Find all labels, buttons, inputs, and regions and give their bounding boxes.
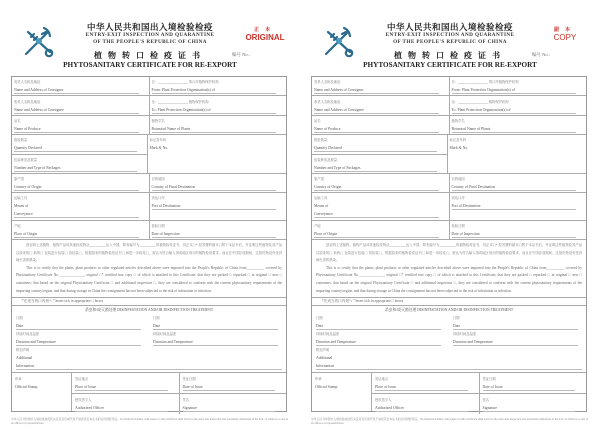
- stamp-label-en: COPY: [553, 33, 577, 42]
- date-issue-label-en: Date of Issue: [183, 383, 276, 391]
- certificate-header: [0, 0, 300, 68]
- certificate-title-en: PHYTOSANITARY CERTIFICATE FOR RE-EXPORT: [63, 61, 237, 69]
- date-issue-field[interactable]: [179, 373, 287, 393]
- origin-country-field[interactable]: [312, 174, 449, 192]
- duration-label-cn: 持续时间及温度: [16, 332, 40, 337]
- port-label-en: Port of Destination: [152, 202, 277, 210]
- treat-date2-field[interactable]: Date: [453, 322, 578, 330]
- officer-label-cn: 授权签字人: [375, 398, 392, 403]
- botanical-name-field[interactable]: [149, 116, 287, 134]
- treat-date-field[interactable]: Date: [16, 322, 141, 330]
- destination-country-field[interactable]: [449, 174, 587, 192]
- consignor-field[interactable]: [12, 77, 149, 95]
- inspection-date-label-en: Date of Inspection: [152, 230, 277, 238]
- officer-label-en: Authorized Officer: [375, 404, 468, 412]
- origin-country-label-en: Country of Origin: [14, 183, 139, 191]
- signature-field[interactable]: [479, 394, 587, 414]
- conveyance-label-cn: 运输工具: [314, 196, 328, 201]
- treat-date2-label-cn: 日期: [453, 316, 460, 321]
- produce-field[interactable]: [312, 116, 449, 134]
- conveyance-label-cn: 运输工具: [14, 196, 28, 201]
- consignee-field[interactable]: [312, 96, 449, 114]
- date-issue-label-cn: 签证日期: [482, 377, 496, 382]
- dest-country-label-cn: 目的地国: [451, 177, 465, 182]
- official-stamp-field: [312, 373, 372, 411]
- stamp-label-en: Official Stamp: [15, 385, 38, 390]
- signature-label-cn: 签名: [482, 398, 490, 403]
- officer-label-en: Authorized Officer: [75, 404, 168, 412]
- conveyance-field[interactable]: [12, 193, 149, 219]
- place-issue-field[interactable]: [372, 373, 479, 393]
- duration2-label-cn: 持续时间及温度: [453, 332, 477, 337]
- form-row-consignee: [312, 96, 586, 115]
- quantity-label-cn: 报检数量: [314, 138, 328, 143]
- additional-label-en2: Information: [16, 362, 282, 370]
- treat-date-label-cn: 日期: [16, 316, 23, 321]
- authorized-officer-field[interactable]: [372, 394, 479, 414]
- form-row-produce: [312, 116, 586, 135]
- botanical-name-field[interactable]: [449, 116, 587, 134]
- certificate-title-cn: 植物转口检疫证书: [394, 51, 506, 60]
- treatment-row: [312, 314, 586, 346]
- stamp-label-cn: 副本: [553, 27, 576, 33]
- mark-label-en: Mark & No.: [149, 146, 169, 151]
- org-name-cn: 中华人民共和国出入境检验检疫: [386, 23, 513, 33]
- stamp-label-en: ORIGINAL: [245, 33, 285, 42]
- treatment-header: 杀虫和/或灭菌处理 DISINFESTATION AND/OR DISINFECTION TREATMENT: [384, 307, 514, 312]
- quantity-label-cn: 报检数量: [14, 138, 28, 143]
- quantity-packages-column: [12, 135, 147, 173]
- org-name-en-line2: OF THE PEOPLE'S REPUBLIC OF CHINA: [93, 39, 207, 45]
- treatment-header: 杀虫和/或灭菌处理 DISINFESTATION AND/OR DISINFECTION TREATMENT: [84, 307, 214, 312]
- copy-stamp: [540, 26, 590, 42]
- quantity-field[interactable]: [12, 135, 147, 154]
- duration2-field[interactable]: Duration and Temperature: [153, 338, 278, 346]
- form-row-country: [312, 174, 586, 193]
- inspection-date-field[interactable]: [449, 221, 587, 239]
- from-label-en: From: Plant Protection Organization(s) of: [452, 86, 577, 94]
- certificate-title-en: PHYTOSANITARY CERTIFICATE FOR RE-EXPORT: [363, 61, 537, 69]
- officer-row: [372, 393, 586, 414]
- liability-footer: 中华人民共和国出入境检验检疫机关及其官员或代表不承担签发本证书的任何财经责任。No financial liability with respect to this certificate shall attach to the entry-exit inspection and quarantine authorities of the P. R. of China or to any of its officers or representatives.: [311, 418, 589, 425]
- produce-label-en: Name of Produce: [314, 125, 439, 133]
- stamp-label-cn: 印章: [15, 377, 22, 382]
- dest-country-label-cn: 目的地国: [151, 177, 165, 182]
- original-stamp: [240, 26, 290, 42]
- treatment-right-column: [449, 314, 586, 346]
- consignor-label-cn: 发货人名称及地址: [314, 80, 341, 85]
- inspection-date-label-cn: 检验日期: [451, 223, 465, 228]
- conveyance-label-en2: Conveyance: [14, 210, 139, 218]
- treat-date2-label-cn: 日期: [153, 316, 160, 321]
- form-row-conveyance: [312, 193, 586, 220]
- produce-label-cn: 品名: [314, 118, 321, 123]
- from-label-cn: 自：__________________ 的口岸植物保护机构: [151, 80, 219, 85]
- treat-date-field[interactable]: Date: [316, 322, 441, 330]
- consignor-label-en: Name and Address of Consignor: [314, 86, 439, 94]
- mark-label-en: Mark & No.: [449, 146, 469, 151]
- form-row-consignee: [12, 96, 286, 115]
- packages-label-en: Number and Type of Packages: [314, 164, 437, 172]
- botanical-label-en: Botanical Name of Plants: [452, 125, 577, 133]
- quantity-packages-column: [312, 135, 447, 173]
- consignee-label-en: Name and Address of Consignee: [14, 106, 139, 114]
- consignee-label-cn: 收货人名称及地址: [14, 99, 41, 104]
- additional-label-en1: Additional: [16, 356, 33, 361]
- duration2-label-cn: 持续时间及温度: [153, 332, 177, 337]
- treat-date2-field[interactable]: Date: [153, 322, 278, 330]
- form-row-place: [312, 221, 586, 240]
- mark-label-cn: 标记及号码: [149, 138, 166, 143]
- certificate-copy: [300, 0, 600, 432]
- authorized-officer-field[interactable]: [72, 394, 179, 414]
- conveyance-label-en1: Means of: [14, 204, 29, 209]
- tick-note: *在适当的口内划“✓” Insert tick in appropriate □ boxes: [312, 298, 586, 306]
- to-label-en: To: Plant Protection Organization(s) of: [152, 106, 277, 114]
- from-ppo-field[interactable]: [149, 77, 287, 95]
- additional-info-field[interactable]: [12, 346, 286, 373]
- org-name-en-line1: ENTRY-EXIT INSPECTION AND QUARANTINE: [385, 32, 515, 38]
- mark-label-cn: 标记及号码: [449, 138, 466, 143]
- port-destination-field[interactable]: [149, 193, 287, 219]
- port-destination-field[interactable]: [449, 193, 587, 219]
- port-label-cn: 到达口岸: [451, 196, 465, 201]
- stamp-label-cn: 印章: [315, 377, 322, 382]
- botanical-label-cn: 植物学名: [151, 118, 165, 123]
- org-name-en-line2: OF THE PEOPLE'S REPUBLIC OF CHINA: [393, 39, 507, 45]
- place-origin-label-en: Place of Origin: [14, 230, 139, 238]
- form-row-consignor: [312, 77, 586, 96]
- botanical-label-en: Botanical Name of Plants: [152, 125, 277, 133]
- date-issue-field[interactable]: [479, 373, 587, 393]
- org-name-en-line1: ENTRY-EXIT INSPECTION AND QUARANTINE: [85, 32, 215, 38]
- consignor-field[interactable]: [312, 77, 449, 95]
- org-name-cn: 中华人民共和国出入境检验检疫: [86, 23, 213, 33]
- liability-footer: 中华人民共和国出入境检验检疫机关及其官员或代表不承担签发本证书的任何财经责任。No financial liability with respect to this certificate shall attach to the entry-exit inspection and quarantine authorities of the P. R. of China or to any of its officers or representatives.: [11, 418, 289, 425]
- packages-label-cn: 包装种类及数量: [14, 157, 38, 162]
- issue-grid: [372, 373, 586, 411]
- form-row-consignor: [12, 77, 286, 96]
- inspection-date-label-en: Date of Inspection: [452, 230, 577, 238]
- stamp-label-en: Official Stamp: [315, 385, 338, 390]
- additional-label-cn: 附加声明: [16, 348, 30, 353]
- inspection-date-label-cn: 检验日期: [151, 223, 165, 228]
- treat-date-label-cn: 日期: [316, 316, 323, 321]
- produce-field[interactable]: [12, 116, 149, 134]
- place-origin-label-cn: 产地: [314, 223, 321, 228]
- quantity-label-en: Quantity Declared: [14, 144, 137, 152]
- packages-field[interactable]: [312, 155, 447, 173]
- to-ppo-field[interactable]: [149, 96, 287, 114]
- conveyance-field[interactable]: [312, 193, 449, 219]
- serial-number-label: 编号 No.:: [532, 52, 550, 57]
- issue-row: [372, 373, 586, 393]
- declaration-text: [312, 240, 586, 298]
- duration-field[interactable]: Duration and Temperature: [316, 338, 441, 346]
- form-row-quantity: [12, 135, 286, 174]
- to-label-cn: 至：__________________ 植物保护机构: [451, 99, 509, 104]
- consignor-label-en: Name and Address of Consignor: [14, 86, 139, 94]
- produce-label-cn: 品名: [14, 118, 21, 123]
- place-origin-field[interactable]: [12, 221, 149, 239]
- form-row-place: [12, 221, 286, 240]
- place-issue-label-cn: 签证地点: [75, 377, 89, 382]
- conveyance-label-en2: Conveyance: [314, 210, 439, 218]
- serial-number-label: 编号 No.:: [232, 52, 250, 57]
- stamp-label-cn: 正本: [253, 27, 276, 33]
- declaration-cn: 兹证明上述植物、植物产品或其他检疫物从__________运入中国，附有编号为__________的植物检疫证书，其正本□* 经签署的副本□附于本证书后，并证明这些植物及其产品以原来的□ 新的□ 包装进行包装□ 再包装□，根据原来的植物检疫证书□ 和进一步检疫□，被认为符合输入国或地区现行的植物检疫要求，而且在中国存放期间，这批货物没有受到病虫害的感染。: [316, 243, 582, 263]
- duration-label-cn: 持续时间及温度: [316, 332, 340, 337]
- consignee-label-en: Name and Address of Consignee: [314, 106, 439, 114]
- mark-field[interactable]: [447, 135, 587, 173]
- declaration-text: [12, 240, 286, 298]
- packages-label-cn: 包装种类及数量: [314, 157, 338, 162]
- tick-note: *在适当的口内划“✓” Insert tick in appropriate □ boxes: [12, 298, 286, 306]
- signature-label-cn: 签名: [182, 398, 190, 403]
- certificate-form: [11, 76, 287, 412]
- date-issue-label-en: Date of Issue: [483, 383, 576, 391]
- from-label-cn: 自：__________________ 的口岸植物保护机构: [451, 80, 519, 85]
- additional-info-field[interactable]: [312, 346, 586, 373]
- dest-country-label-en: Country of Final Destination: [152, 183, 277, 191]
- conveyance-label-en1: Means of: [314, 204, 329, 209]
- port-label-en: Port of Destination: [452, 202, 577, 210]
- packages-field[interactable]: [12, 155, 147, 173]
- declaration-en: This is to certify that the plants, plant products or other regulated articles described above were imported into the People's Republic of China from__________ covered by Phytosanitary Certificate No.______________, original □* certified true copy □ of which is attached to this Certificate; that they are packed □ repacked □ in original □ new □ containers; that based on the original Phytosanitary Certificate □ and additional inspection □, they are considered to conform with the current phytosanitary requirements of the importing country/region, and that during storage in China the consignment has not been subjected to the risk of infestation or infection.: [316, 265, 582, 293]
- certificate-form: [311, 76, 587, 412]
- from-ppo-field[interactable]: [449, 77, 587, 95]
- botanical-label-cn: 植物学名: [451, 118, 465, 123]
- signature-field[interactable]: [179, 394, 287, 414]
- duration2-field[interactable]: Duration and Temperature: [453, 338, 578, 346]
- official-stamp-field: [12, 373, 72, 411]
- origin-country-label-cn: 原产国: [14, 177, 24, 182]
- consignor-label-cn: 发货人名称及地址: [14, 80, 41, 85]
- additional-label-en1: Additional: [316, 356, 333, 361]
- treatment-right-column: [149, 314, 286, 346]
- place-issue-field[interactable]: [72, 373, 179, 393]
- consignee-field[interactable]: [12, 96, 149, 114]
- signature-block: [312, 373, 586, 411]
- form-row-quantity: [312, 135, 586, 174]
- place-origin-label-cn: 产地: [14, 223, 21, 228]
- mark-field[interactable]: [147, 135, 287, 173]
- place-origin-label-en: Place of Origin: [314, 230, 439, 238]
- signature-label-en: Signature: [183, 404, 276, 412]
- inspection-date-field[interactable]: [149, 221, 287, 239]
- packages-label-en: Number and Type of Packages: [14, 164, 137, 172]
- to-ppo-field[interactable]: [449, 96, 587, 114]
- duration-field[interactable]: Duration and Temperature: [16, 338, 141, 346]
- form-row-country: [12, 174, 286, 193]
- place-origin-field[interactable]: [312, 221, 449, 239]
- quantity-field[interactable]: [312, 135, 447, 154]
- treatment-left-column: [12, 314, 149, 346]
- origin-country-label-cn: 原产国: [314, 177, 324, 182]
- date-issue-label-cn: 签证日期: [182, 377, 196, 382]
- produce-label-en: Name of Produce: [14, 125, 139, 133]
- port-label-cn: 到达口岸: [151, 196, 165, 201]
- place-issue-label-cn: 签证地点: [375, 377, 389, 382]
- place-issue-label-en: Place of Issue: [375, 383, 468, 391]
- declaration-en: This is to certify that the plants, plant products or other regulated articles described above were imported into the People's Republic of China from__________ covered by Phytosanitary Certificate No.______________, original □* certified true copy □ of which is attached to this Certificate; that they are packed □ repacked □ in original □ new □ containers; that based on the original Phytosanitary Certificate □ and additional inspection □, they are considered to conform with the current phytosanitary requirements of the importing country/region, and that during storage in China the consignment has not been subjected to the risk of infestation or infection.: [16, 265, 282, 293]
- officer-label-cn: 授权签字人: [75, 398, 92, 403]
- treatment-left-column: [312, 314, 449, 346]
- certificate-title-cn: 植物转口检疫证书: [94, 51, 206, 60]
- to-label-cn: 至：__________________ 植物保护机构: [151, 99, 209, 104]
- issue-grid: [72, 373, 286, 411]
- form-row-produce: [12, 116, 286, 135]
- to-label-en: To: Plant Protection Organization(s) of: [452, 106, 577, 114]
- additional-label-en2: Information: [316, 362, 582, 370]
- quantity-label-en: Quantity Declared: [314, 144, 437, 152]
- signature-label-en: Signature: [483, 404, 576, 412]
- issue-row: [72, 373, 286, 393]
- additional-label-cn: 附加声明: [316, 348, 330, 353]
- form-row-conveyance: [12, 193, 286, 220]
- officer-row: [72, 393, 286, 414]
- consignee-label-cn: 收货人名称及地址: [314, 99, 341, 104]
- certificate-header: [300, 0, 600, 68]
- place-issue-label-en: Place of Issue: [75, 383, 168, 391]
- signature-block: [12, 373, 286, 411]
- origin-country-label-en: Country of Origin: [314, 183, 439, 191]
- destination-country-field[interactable]: [149, 174, 287, 192]
- declaration-cn: 兹证明上述植物、植物产品或其他检疫物从__________运入中国，附有编号为__________的植物检疫证书，其正本□* 经签署的副本□附于本证书后，并证明这些植物及其产品以原来的□ 新的□ 包装进行包装□ 再包装□，根据原来的植物检疫证书□ 和进一步检疫□，被认为符合输入国或地区现行的植物检疫要求，而且在中国存放期间，这批货物没有受到病虫害的感染。: [16, 243, 282, 263]
- from-label-en: From: Plant Protection Organization(s) of: [152, 86, 277, 94]
- origin-country-field[interactable]: [12, 174, 149, 192]
- treatment-row: [12, 314, 286, 346]
- dest-country-label-en: Country of Final Destination: [452, 183, 577, 191]
